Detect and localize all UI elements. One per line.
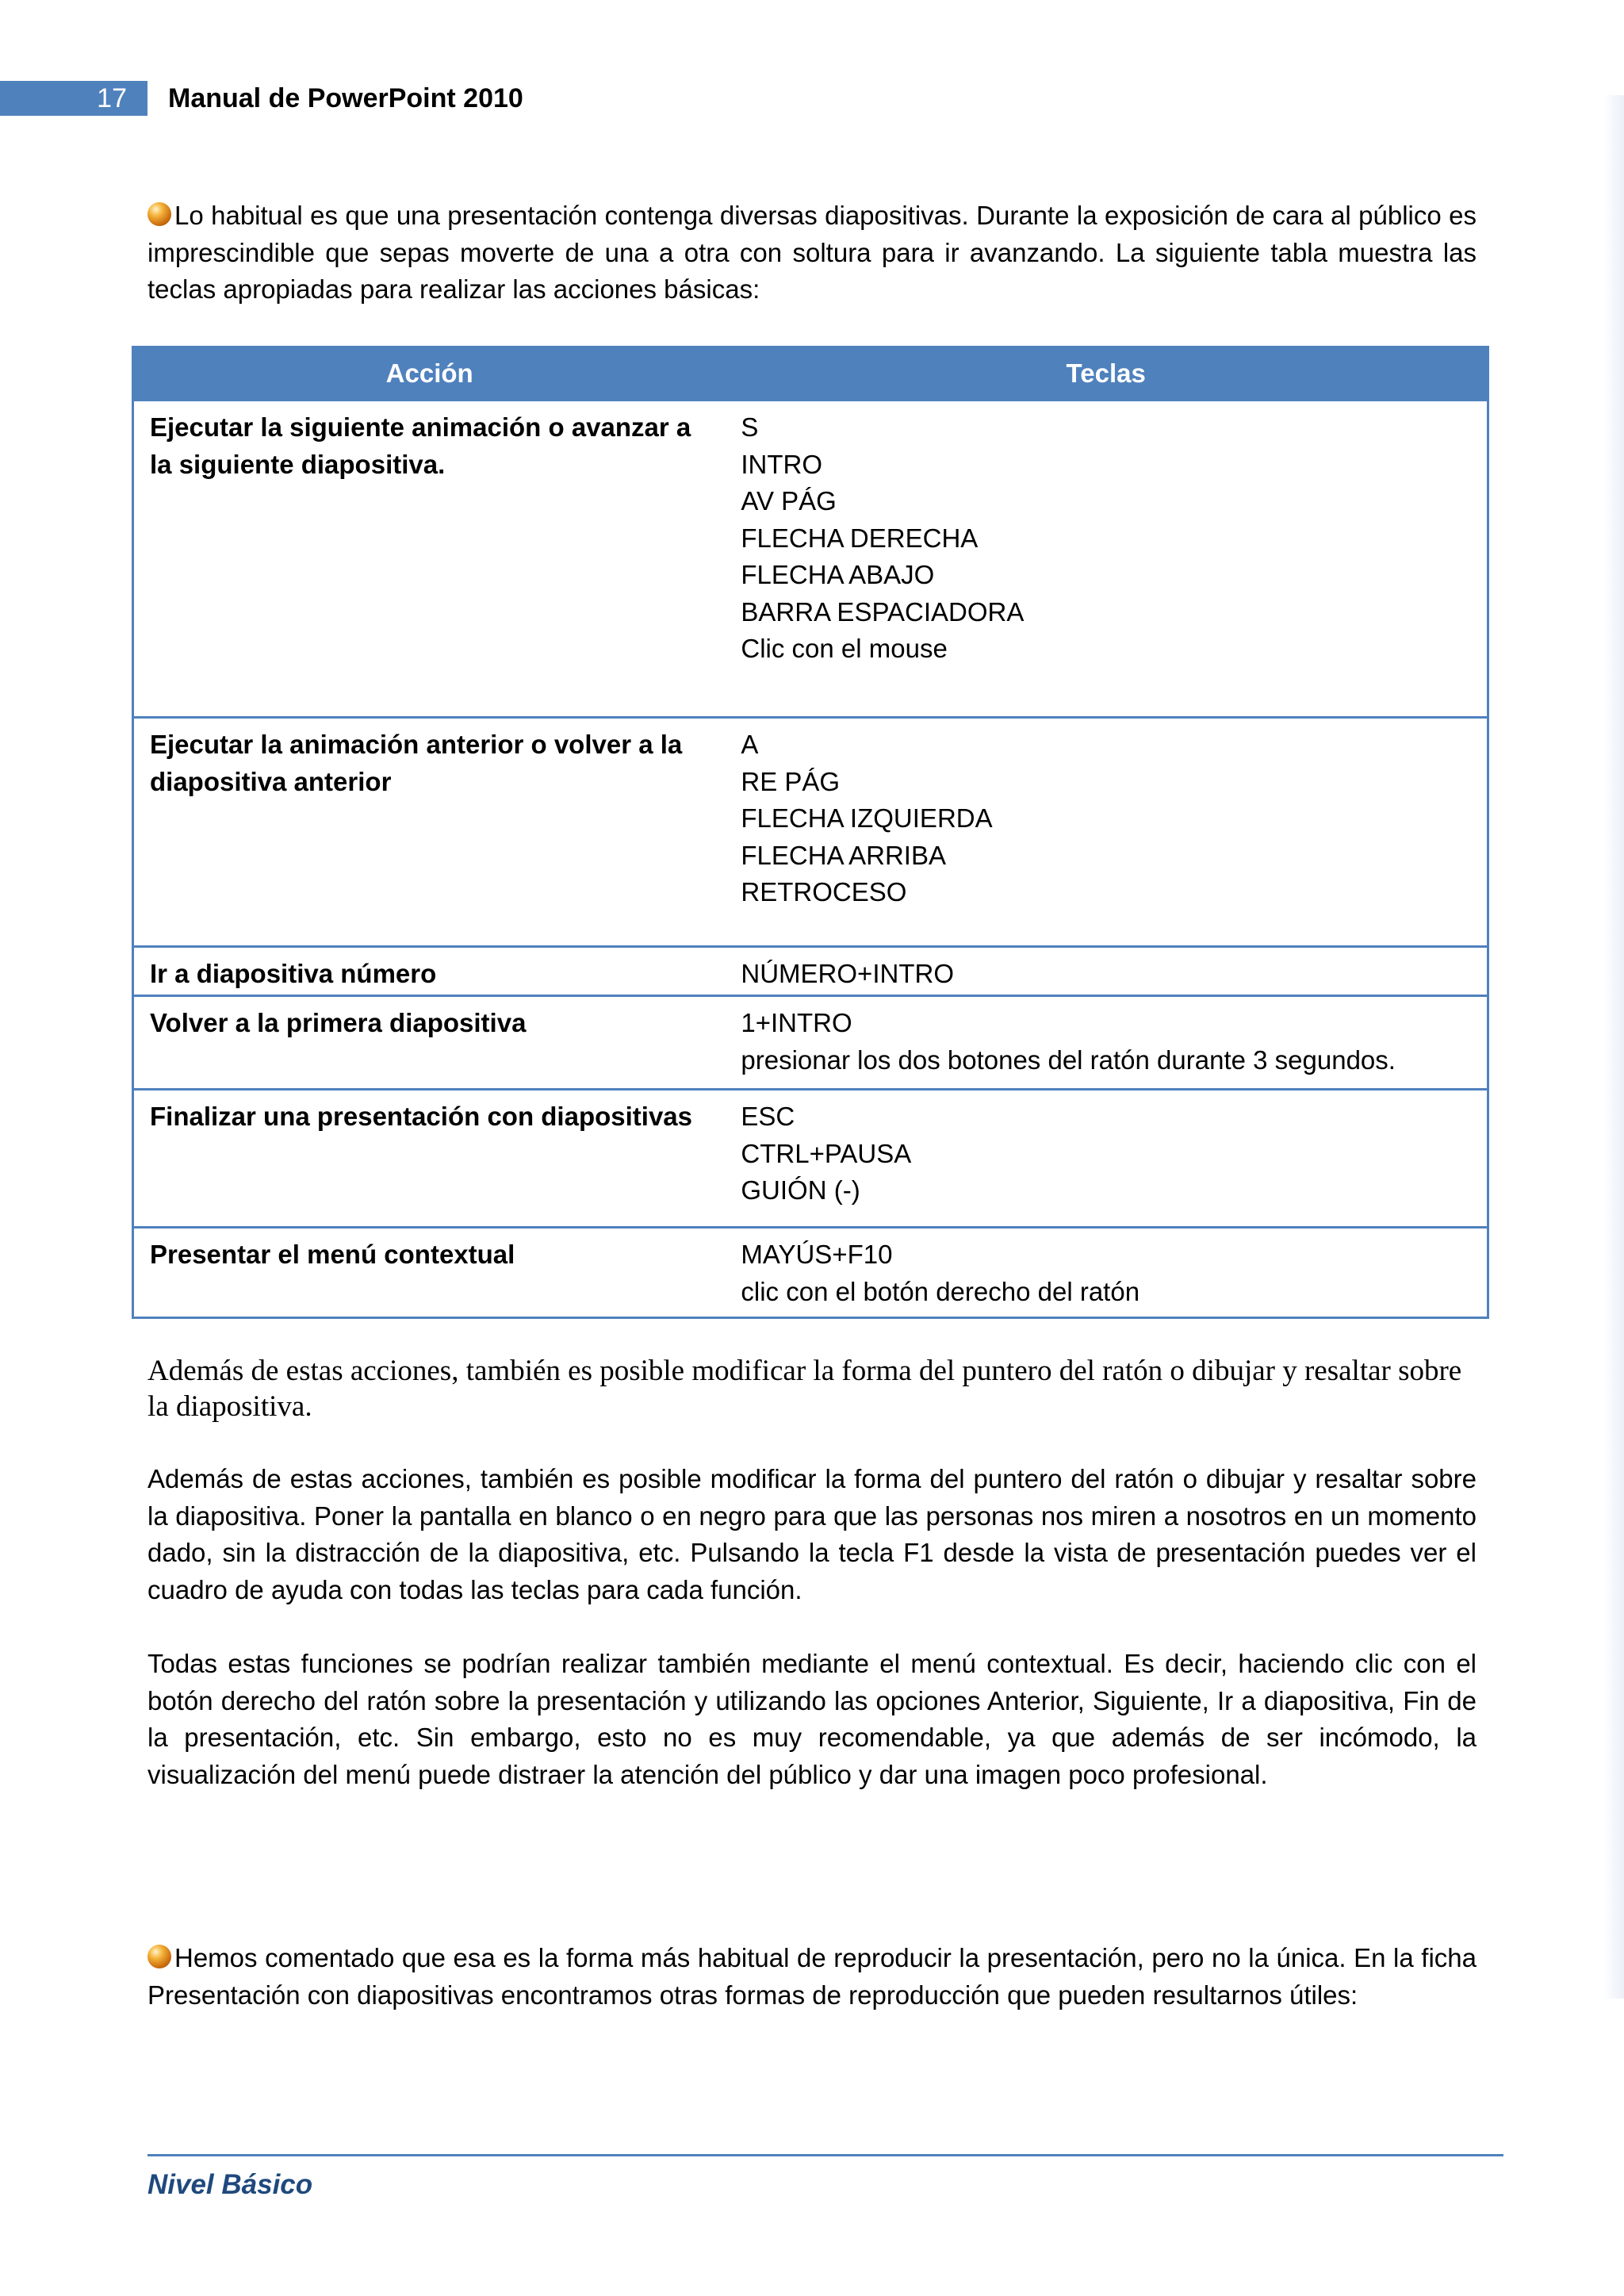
intro-paragraph: [147, 197, 1477, 309]
row-action: Finalizar una presentación con diapositivas: [133, 1090, 726, 1228]
running-title: Manual de PowerPoint 2010: [168, 83, 523, 113]
key-item: 1+INTRO: [741, 1008, 852, 1037]
key-item: MAYÚS+F10: [741, 1240, 893, 1269]
footer-rule: [147, 2154, 1503, 2156]
key-item: Clic con el mouse: [741, 634, 948, 663]
paragraph-3: Todas estas funciones se podrían realizar también mediante el menú contextual. Es decir, haciendo clic con el botón derecho del ratón sobre la presentación y utilizando las opciones Anterior, Siguiente, Ir a diapositiva, Fin de la presentación, etc. Sin embargo, esto no es muy recomendable, ya que además de ser incómodo, la visualización del menú puede distraer la atención del público y dar una imagen poco profesional.: [147, 1649, 1477, 1789]
key-item: A: [741, 730, 759, 759]
paragraph-2: Además de estas acciones, también es posible modificar la forma del puntero del ratón o dibujar y resaltar sobre la diapositiva. Poner la pantalla en blanco o en negro para que las personas nos miren a nosotros en un momento dado, sin la distracción de la diapositiva, etc. Pulsando la tecla F1 desde la vista de presentación puedes ver el cuadro de ayuda con todas las teclas para cada función.: [147, 1464, 1477, 1604]
page-number: 17: [0, 81, 147, 116]
paragraph-4-text: Hemos comentado que esa es la forma más habitual de reproducir la presentación, pero no la única. En la ficha Presentación con diapositivas encontramos otras formas de reproducción que pueden resultarnos útiles:: [147, 1943, 1477, 2010]
page-edge-shadow: [1603, 95, 1624, 1999]
key-item: INTRO: [741, 449, 823, 479]
key-item: ESC: [741, 1102, 795, 1131]
table-row: [133, 947, 1488, 996]
bullet-orb-icon: [147, 202, 171, 226]
key-item: presionar los dos botones del ratón durante 3 segundos.: [741, 1045, 1396, 1075]
table-row: [133, 718, 1488, 947]
row-action: Presentar el menú contextual: [133, 1228, 726, 1318]
row-keys: [725, 401, 1488, 718]
key-item: BARRA ESPACIADORA: [741, 596, 1025, 627]
table-row: [133, 401, 1488, 718]
key-item: FLECHA IZQUIERDA: [741, 803, 993, 833]
serif-note: Además de estas acciones, también es posible modificar la forma del puntero del ratón o dibujar y resaltar sobre la diapositiva.: [147, 1355, 1462, 1423]
table-row: [133, 1228, 1488, 1318]
row-keys: [725, 996, 1488, 1090]
table-row: [133, 1090, 1488, 1228]
key-item: NÚMERO+INTRO: [741, 959, 954, 988]
header-accion: Acción: [133, 347, 726, 401]
row-action: Ejecutar la siguiente animación o avanzar a la siguiente diapositiva.: [133, 401, 726, 718]
key-item: GUIÓN (-): [741, 1175, 860, 1205]
row-action: Ejecutar la animación anterior o volver a la diapositiva anterior: [133, 718, 726, 947]
row-keys: [725, 1090, 1488, 1228]
row-keys: [725, 1228, 1488, 1318]
key-item: RETROCESO: [741, 877, 907, 907]
key-item: CTRL+PAUSA: [741, 1138, 912, 1168]
key-item: FLECHA ARRIBA: [741, 840, 946, 870]
row-keys: [725, 947, 1488, 996]
header-teclas: Teclas: [725, 347, 1488, 401]
footer-level: Nivel Básico: [147, 2169, 313, 2200]
table-body: [133, 401, 1488, 1318]
table-header-row: [133, 347, 1488, 401]
row-action: Ir a diapositiva número: [133, 947, 726, 996]
row-action: Volver a la primera diapositiva: [133, 996, 726, 1090]
intro-text: Lo habitual es que una presentación contenga diversas diapositivas. Durante la exposición de cara al público es imprescindible que sepas moverte de una a otra con soltura para ir avanzando. La siguiente tabla muestra las teclas apropiadas para realizar las acciones básicas:: [147, 201, 1477, 304]
key-item: RE PÁG: [741, 766, 841, 796]
key-item: S: [741, 412, 759, 442]
bullet-orb-icon: [147, 1945, 171, 1968]
row-keys: [725, 718, 1488, 947]
key-item: clic con el botón derecho del ratón: [741, 1276, 1140, 1306]
key-item: FLECHA DERECHA: [741, 523, 979, 553]
shortcuts-table: [132, 346, 1489, 1319]
key-item: FLECHA ABAJO: [741, 560, 935, 589]
key-item: AV PÁG: [741, 486, 837, 516]
paragraph-4: [147, 1940, 1477, 2014]
table-row: [133, 996, 1488, 1090]
